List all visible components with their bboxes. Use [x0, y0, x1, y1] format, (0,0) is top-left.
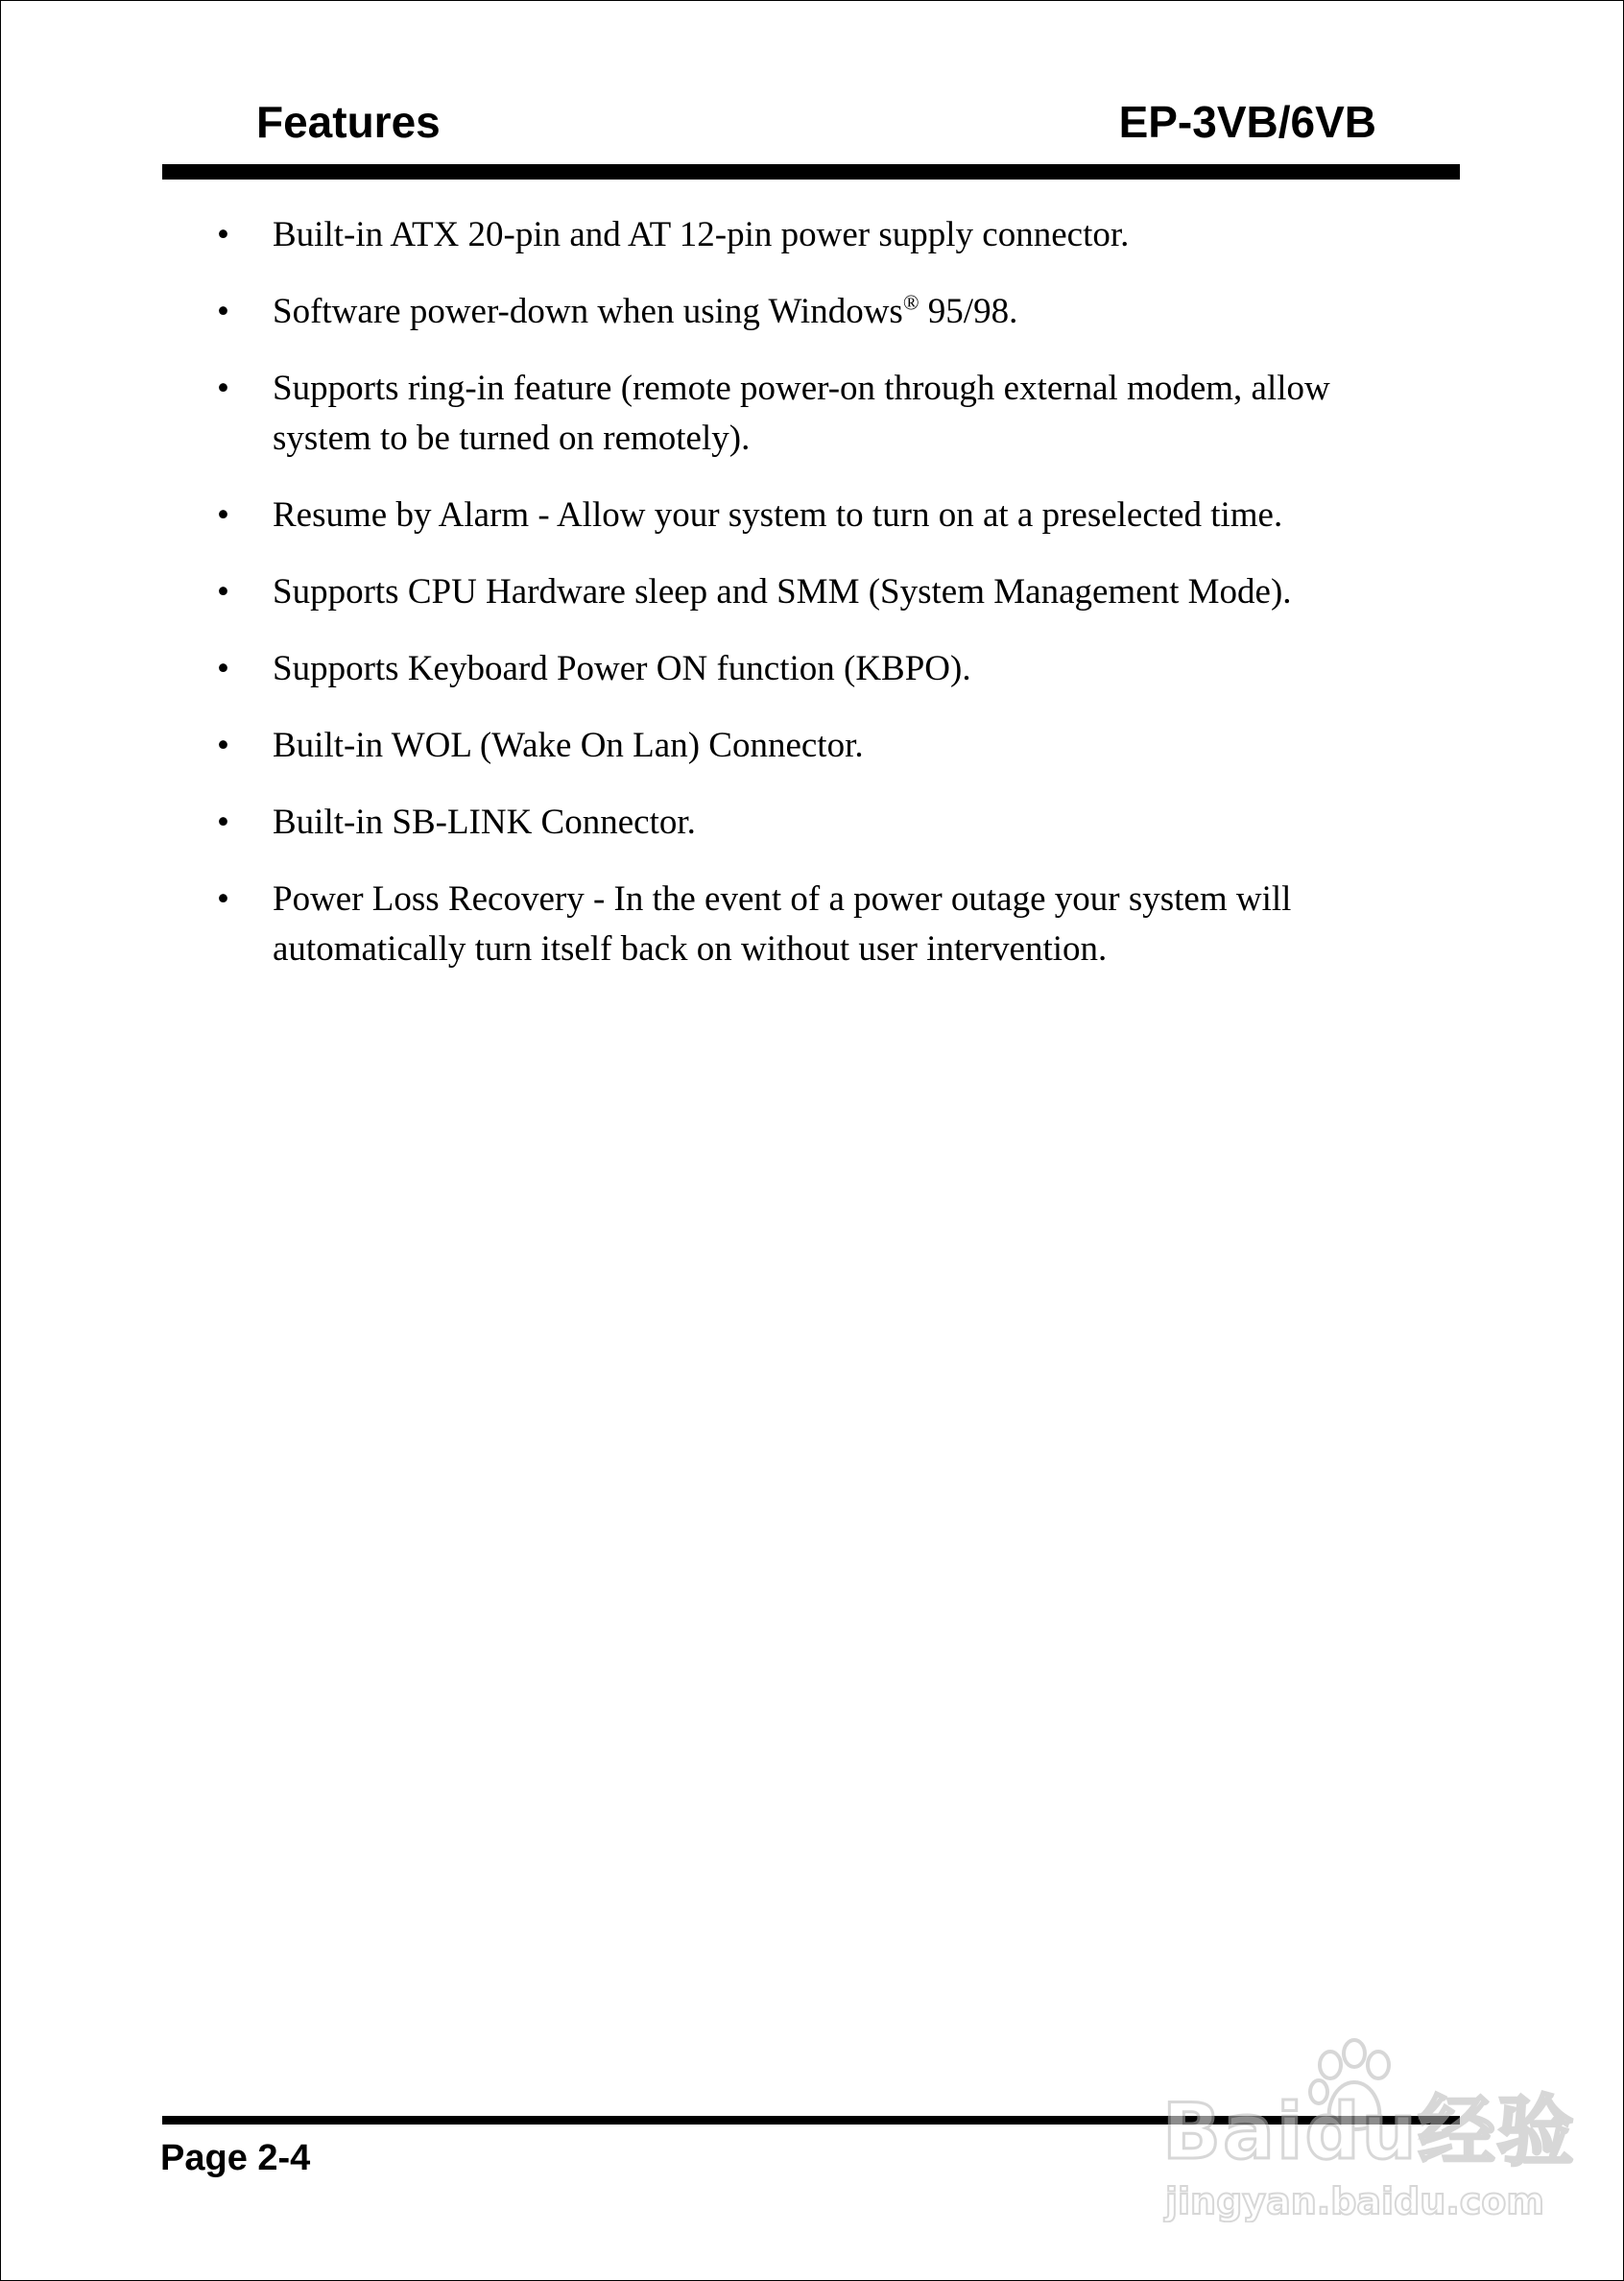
feature-text — [273, 287, 1424, 337]
bullet-icon: • — [217, 495, 229, 535]
model-title: EP-3VB/6VB — [1118, 97, 1376, 147]
bullet-icon: • — [217, 292, 229, 331]
feature-text: Built-in ATX 20-pin and AT 12-pin power supply connector. — [273, 215, 1130, 254]
list-item — [1, 491, 1624, 540]
feature-text: Power Loss Recovery - In the event of a power outage your system will automatically turn itself back on without user intervention. — [273, 879, 1292, 969]
feature-text-suffix: 95/98. — [919, 292, 1018, 331]
page-number: Page 2-4 — [160, 2138, 311, 2178]
list-item — [1, 644, 1624, 694]
feature-text-main: Software power-down when using Windows — [273, 292, 903, 331]
section-title: Features — [256, 97, 441, 147]
list-item — [1, 798, 1624, 848]
feature-text: Supports CPU Hardware sleep and SMM (System Management Mode). — [273, 572, 1292, 612]
bullet-icon: • — [217, 726, 229, 765]
baidu-watermark — [1148, 2036, 1576, 2228]
bullet-icon: • — [217, 649, 229, 688]
feature-text: Supports ring-in feature (remote power-on through external modem, allow system to be turned on remotely). — [273, 369, 1330, 458]
list-item — [1, 287, 1624, 337]
list-item — [1, 721, 1624, 771]
feature-list — [1, 210, 1624, 1001]
feature-text: Built-in WOL (Wake On Lan) Connector. — [273, 726, 864, 765]
bullet-icon: • — [217, 803, 229, 842]
header-rule — [162, 164, 1460, 180]
watermark-url: jingyan.baidu.com — [1165, 2180, 1544, 2222]
feature-text: Supports Keyboard Power ON function (KBPO). — [273, 649, 971, 688]
bullet-icon: • — [217, 572, 229, 612]
registered-mark: ® — [902, 290, 919, 315]
list-item — [1, 567, 1624, 617]
bullet-icon: • — [217, 369, 229, 408]
list-item — [1, 875, 1624, 974]
list-item — [1, 364, 1624, 464]
watermark-brand: Baidu经验 — [1162, 2087, 1576, 2176]
bullet-icon: • — [217, 215, 229, 254]
feature-text: Resume by Alarm - Allow your system to turn on at a preselected time. — [273, 495, 1283, 535]
bullet-icon: • — [217, 879, 229, 919]
feature-text: Built-in SB-LINK Connector. — [273, 803, 696, 842]
list-item — [1, 210, 1624, 260]
